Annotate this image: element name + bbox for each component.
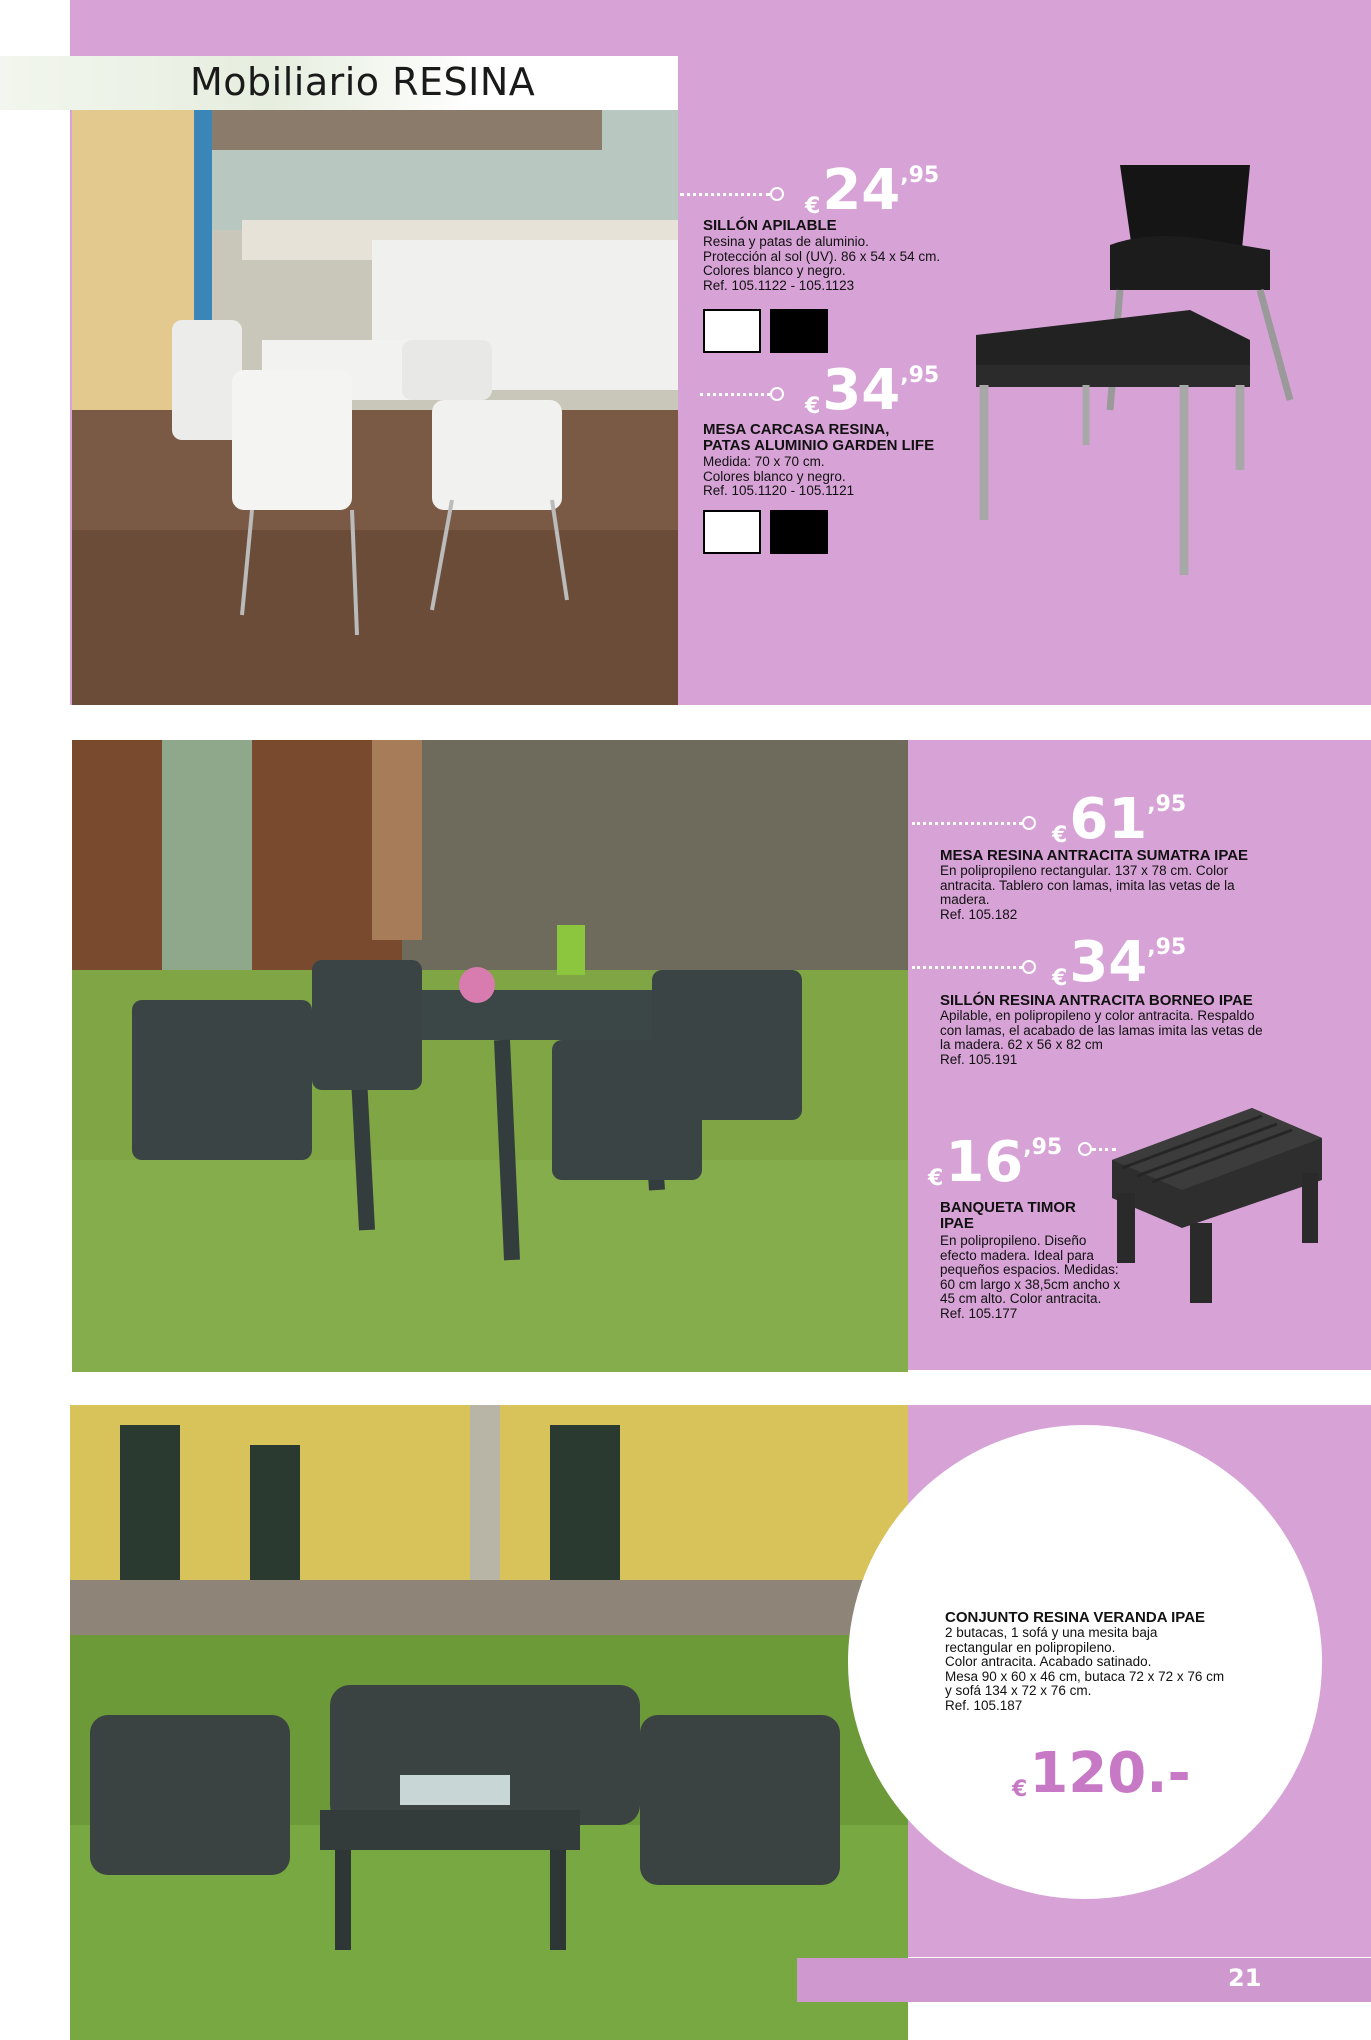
price-decimals: ,95 xyxy=(1147,935,1187,960)
color-swatch-white xyxy=(703,510,761,554)
currency-symbol: € xyxy=(1012,1777,1028,1802)
currency-symbol: € xyxy=(1052,823,1068,848)
desc-line: Ref. 105.177 xyxy=(940,1305,1018,1321)
price-leader-ring xyxy=(1022,816,1036,830)
desc-line: rectangular en polipropileno. xyxy=(945,1639,1116,1655)
page-number: 21 xyxy=(1228,1964,1262,1992)
price-tag xyxy=(805,358,940,423)
desc-line: antracita. Tablero con lamas, imita las vetas de la xyxy=(940,877,1235,893)
title-line: IPAE xyxy=(940,1215,974,1232)
price-tag xyxy=(928,1130,1063,1195)
bench-image xyxy=(1112,1108,1322,1304)
currency-symbol: € xyxy=(805,194,821,219)
garden-set-photo xyxy=(72,740,908,1372)
product-description xyxy=(703,455,854,499)
product-title: SILLÓN APILABLE xyxy=(703,217,837,234)
desc-line: la madera. 62 x 56 x 82 cm xyxy=(940,1037,1103,1052)
currency-symbol: € xyxy=(928,1166,944,1191)
product-title xyxy=(703,422,934,454)
desc-line: Ref. 105.1122 - 105.1123 xyxy=(703,277,855,293)
price-integer: 34 xyxy=(1069,930,1148,995)
desc-line: En polipropileno. Diseño xyxy=(940,1233,1087,1248)
product-description xyxy=(945,1626,1224,1713)
desc-line: Ref. 105.187 xyxy=(945,1697,1023,1713)
product-title: CONJUNTO RESINA VERANDA IPAE xyxy=(945,1609,1206,1626)
price-leader xyxy=(912,966,1022,969)
price-decimals: ,95 xyxy=(900,363,940,388)
desc-line: con lamas, el acabado de las lamas imita las vetas de xyxy=(940,1022,1263,1038)
desc-line: madera. xyxy=(940,892,990,907)
price-leader-ring xyxy=(1078,1142,1092,1156)
currency-symbol: € xyxy=(805,394,821,419)
black-chair-table-image xyxy=(970,150,1300,590)
price-leader xyxy=(912,822,1022,825)
desc-line: pequeños espacios. Medidas: xyxy=(940,1262,1119,1277)
desc-line: Colores blanco y negro. xyxy=(703,263,846,278)
price-leader xyxy=(700,393,770,396)
product-title: SILLÓN RESINA ANTRACITA BORNEO IPAE xyxy=(940,992,1253,1009)
page-number-bar xyxy=(797,1958,1371,2002)
price-decimals: ,95 xyxy=(1023,1135,1063,1160)
price-integer: 61 xyxy=(1069,787,1148,852)
price-decimals: ,95 xyxy=(1147,792,1187,817)
desc-line: Apilable, en polipropileno y color antracita. Respaldo xyxy=(940,1008,1255,1023)
desc-line: Mesa 90 x 60 x 46 cm, butaca 72 x 72 x 76 cm xyxy=(945,1668,1225,1684)
price-leader-ring xyxy=(770,187,784,201)
title-line: MESA CARCASA RESINA, xyxy=(703,421,890,438)
color-swatch-black xyxy=(770,309,828,353)
title-line: BANQUETA TIMOR xyxy=(940,1199,1076,1216)
veranda-set-photo xyxy=(70,1405,908,2040)
desc-line: Resina y patas de aluminio. xyxy=(703,234,869,249)
section-title: Mobiliario RESINA xyxy=(190,60,536,104)
desc-line: Ref. 105.1120 - 105.1121 xyxy=(703,483,855,498)
currency-symbol: € xyxy=(1052,966,1068,991)
price-leader-ring xyxy=(1022,960,1036,974)
price-tag xyxy=(805,158,940,223)
desc-line: En polipropileno rectangular. 137 x 78 cm. Color xyxy=(940,863,1229,878)
price-decimals: ,95 xyxy=(900,163,940,188)
desc-line: Colores blanco y negro. xyxy=(703,468,846,484)
price-integer: 34 xyxy=(822,358,901,423)
price-integer: 120.- xyxy=(1029,1741,1191,1806)
product-description xyxy=(703,235,940,293)
title-line: PATAS ALUMINIO GARDEN LIFE xyxy=(703,437,935,454)
desc-line: 60 cm largo x 38,5cm ancho x xyxy=(940,1276,1121,1292)
price-integer: 24 xyxy=(822,158,901,223)
product-description xyxy=(940,864,1235,922)
desc-line: Protección al sol (UV). 86 x 54 x 54 cm. xyxy=(703,248,941,264)
price-tag xyxy=(1052,930,1187,995)
price-leader xyxy=(680,193,770,196)
desc-line: efecto madera. Ideal para xyxy=(940,1247,1094,1263)
product-description xyxy=(940,1234,1120,1321)
desc-line: y sofá 134 x 72 x 76 cm. xyxy=(945,1683,1092,1698)
price-tag xyxy=(1052,787,1187,852)
terrace-photo xyxy=(72,110,678,705)
desc-line: Medida: 70 x 70 cm. xyxy=(703,454,825,469)
price-leader-ring xyxy=(770,387,784,401)
price-tag xyxy=(1012,1741,1191,1806)
desc-line: Color antracita. Acabado satinado. xyxy=(945,1654,1152,1669)
color-swatch-black xyxy=(770,510,828,554)
desc-line: Ref. 105.182 xyxy=(940,906,1018,922)
desc-line: Ref. 105.191 xyxy=(940,1051,1018,1067)
product-title xyxy=(940,1200,1076,1232)
desc-line: 2 butacas, 1 sofá y una mesita baja xyxy=(945,1625,1158,1640)
price-integer: 16 xyxy=(945,1130,1024,1195)
color-swatch-white xyxy=(703,309,761,353)
product-description xyxy=(940,1009,1263,1067)
product-title: MESA RESINA ANTRACITA SUMATRA IPAE xyxy=(940,847,1249,864)
desc-line: 45 cm alto. Color antracita. xyxy=(940,1291,1102,1306)
